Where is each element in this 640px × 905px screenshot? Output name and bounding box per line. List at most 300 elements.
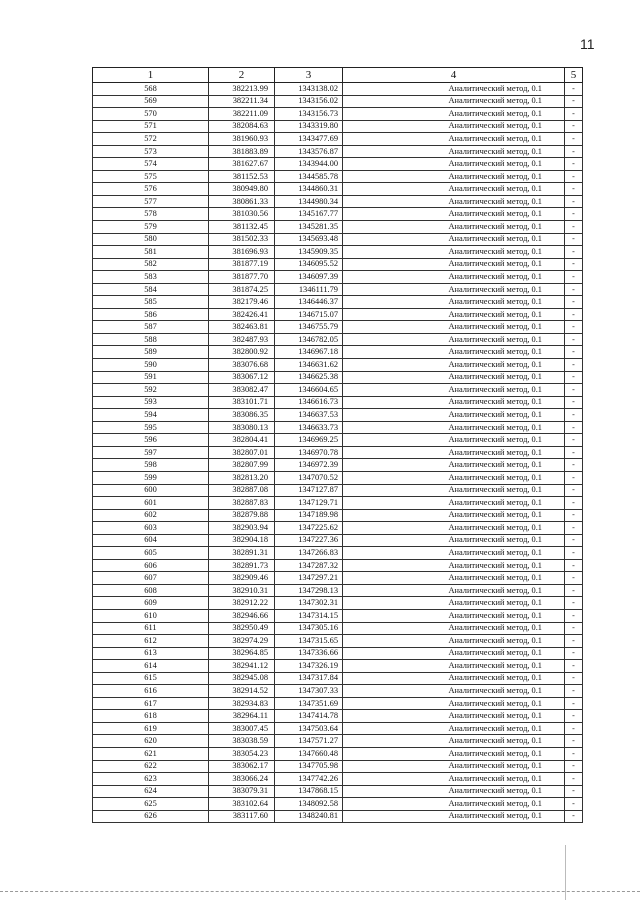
cell-x-coordinate: 381883.89 (209, 145, 275, 158)
cell-y-coordinate: 1347070.52 (275, 471, 343, 484)
cell-point-number: 588 (93, 333, 209, 346)
cell-description: - (565, 672, 583, 685)
cell-description: - (565, 697, 583, 710)
cell-description: - (565, 258, 583, 271)
cell-y-coordinate: 1347326.19 (275, 660, 343, 673)
cell-x-coordinate: 383082.47 (209, 384, 275, 397)
cell-method: Аналитический метод, 0.1 (343, 559, 565, 572)
cell-description: - (565, 208, 583, 221)
table-row (93, 446, 583, 459)
scan-bottom-edge (0, 891, 640, 892)
cell-description: - (565, 145, 583, 158)
cell-x-coordinate: 383086.35 (209, 409, 275, 422)
table-row (93, 484, 583, 497)
cell-y-coordinate: 1346631.62 (275, 359, 343, 372)
cell-point-number: 592 (93, 384, 209, 397)
cell-point-number: 583 (93, 271, 209, 284)
cell-y-coordinate: 1345167.77 (275, 208, 343, 221)
cell-x-coordinate: 382964.85 (209, 647, 275, 660)
table-row (93, 710, 583, 723)
cell-description: - (565, 108, 583, 121)
cell-description: - (565, 609, 583, 622)
cell-x-coordinate: 382463.81 (209, 321, 275, 334)
cell-x-coordinate: 382887.08 (209, 484, 275, 497)
cell-x-coordinate: 381960.93 (209, 133, 275, 146)
cell-point-number: 614 (93, 660, 209, 673)
cell-method: Аналитический метод, 0.1 (343, 359, 565, 372)
cell-method: Аналитический метод, 0.1 (343, 83, 565, 96)
table-row (93, 572, 583, 585)
table-row (93, 722, 583, 735)
cell-method: Аналитический метод, 0.1 (343, 221, 565, 234)
cell-x-coordinate: 380949.80 (209, 183, 275, 196)
cell-method: Аналитический метод, 0.1 (343, 747, 565, 760)
cell-method: Аналитический метод, 0.1 (343, 308, 565, 321)
cell-point-number: 578 (93, 208, 209, 221)
cell-description: - (565, 434, 583, 447)
cell-method: Аналитический метод, 0.1 (343, 283, 565, 296)
column-header-y-coordinate: 3 (275, 68, 343, 83)
coordinates-table (92, 67, 583, 823)
cell-method: Аналитический метод, 0.1 (343, 296, 565, 309)
cell-y-coordinate: 1345909.35 (275, 246, 343, 259)
cell-y-coordinate: 1346097.39 (275, 271, 343, 284)
cell-description: - (565, 785, 583, 798)
cell-description: - (565, 233, 583, 246)
cell-point-number: 602 (93, 509, 209, 522)
table-row (93, 672, 583, 685)
column-header-method: 4 (343, 68, 565, 83)
cell-x-coordinate: 383117.60 (209, 810, 275, 823)
cell-description: - (565, 622, 583, 635)
cell-x-coordinate: 382426.41 (209, 308, 275, 321)
cell-x-coordinate: 382903.94 (209, 522, 275, 535)
cell-x-coordinate: 382934.83 (209, 697, 275, 710)
table-row (93, 421, 583, 434)
cell-method: Аналитический метод, 0.1 (343, 195, 565, 208)
cell-x-coordinate: 380861.33 (209, 195, 275, 208)
cell-y-coordinate: 1343156.02 (275, 95, 343, 108)
cell-description: - (565, 333, 583, 346)
cell-method: Аналитический метод, 0.1 (343, 672, 565, 685)
cell-description: - (565, 221, 583, 234)
cell-point-number: 586 (93, 308, 209, 321)
cell-x-coordinate: 382887.83 (209, 497, 275, 510)
cell-y-coordinate: 1343156.73 (275, 108, 343, 121)
cell-description: - (565, 170, 583, 183)
cell-y-coordinate: 1345693.48 (275, 233, 343, 246)
cell-y-coordinate: 1344980.34 (275, 195, 343, 208)
cell-description: - (565, 534, 583, 547)
cell-method: Аналитический метод, 0.1 (343, 810, 565, 823)
cell-x-coordinate: 382813.20 (209, 471, 275, 484)
cell-y-coordinate: 1345281.35 (275, 221, 343, 234)
cell-x-coordinate: 381502.33 (209, 233, 275, 246)
cell-point-number: 600 (93, 484, 209, 497)
table-row (93, 547, 583, 560)
table-row (93, 534, 583, 547)
cell-method: Аналитический метод, 0.1 (343, 722, 565, 735)
cell-method: Аналитический метод, 0.1 (343, 133, 565, 146)
cell-method: Аналитический метод, 0.1 (343, 697, 565, 710)
cell-method: Аналитический метод, 0.1 (343, 246, 565, 259)
cell-description: - (565, 296, 583, 309)
cell-x-coordinate: 383102.64 (209, 798, 275, 811)
cell-description: - (565, 195, 583, 208)
table-row (93, 798, 583, 811)
cell-x-coordinate: 382211.34 (209, 95, 275, 108)
cell-description: - (565, 685, 583, 698)
cell-method: Аналитический метод, 0.1 (343, 158, 565, 171)
cell-x-coordinate: 383079.31 (209, 785, 275, 798)
cell-method: Аналитический метод, 0.1 (343, 396, 565, 409)
cell-y-coordinate: 1347305.16 (275, 622, 343, 635)
cell-method: Аналитический метод, 0.1 (343, 384, 565, 397)
cell-description: - (565, 572, 583, 585)
cell-y-coordinate: 1347129.71 (275, 497, 343, 510)
cell-y-coordinate: 1343319.80 (275, 120, 343, 133)
cell-point-number: 590 (93, 359, 209, 372)
cell-point-number: 609 (93, 597, 209, 610)
cell-point-number: 574 (93, 158, 209, 171)
table-row (93, 271, 583, 284)
cell-x-coordinate: 381877.70 (209, 271, 275, 284)
cell-x-coordinate: 381152.53 (209, 170, 275, 183)
cell-x-coordinate: 381627.67 (209, 158, 275, 171)
table-row (93, 522, 583, 535)
table-row (93, 308, 583, 321)
cell-method: Аналитический метод, 0.1 (343, 785, 565, 798)
cell-x-coordinate: 382910.31 (209, 584, 275, 597)
cell-y-coordinate: 1347868.15 (275, 785, 343, 798)
cell-y-coordinate: 1343576.87 (275, 145, 343, 158)
cell-method: Аналитический метод, 0.1 (343, 421, 565, 434)
cell-x-coordinate: 383007.45 (209, 722, 275, 735)
cell-method: Аналитический метод, 0.1 (343, 572, 565, 585)
cell-y-coordinate: 1344860.31 (275, 183, 343, 196)
cell-point-number: 622 (93, 760, 209, 773)
cell-point-number: 587 (93, 321, 209, 334)
table-row (93, 258, 583, 271)
cell-point-number: 596 (93, 434, 209, 447)
cell-point-number: 593 (93, 396, 209, 409)
cell-y-coordinate: 1346972.39 (275, 459, 343, 472)
table-row (93, 371, 583, 384)
cell-x-coordinate: 382904.18 (209, 534, 275, 547)
cell-point-number: 612 (93, 635, 209, 648)
cell-x-coordinate: 382912.22 (209, 597, 275, 610)
table-row (93, 660, 583, 673)
table-row (93, 785, 583, 798)
table-body (93, 83, 583, 823)
cell-point-number: 570 (93, 108, 209, 121)
cell-y-coordinate: 1347227.36 (275, 534, 343, 547)
table-row (93, 685, 583, 698)
cell-y-coordinate: 1347317.84 (275, 672, 343, 685)
cell-y-coordinate: 1347298.13 (275, 584, 343, 597)
table-row (93, 735, 583, 748)
cell-method: Аналитический метод, 0.1 (343, 609, 565, 622)
table-row (93, 120, 583, 133)
cell-y-coordinate: 1346967.18 (275, 346, 343, 359)
cell-description: - (565, 798, 583, 811)
cell-method: Аналитический метод, 0.1 (343, 773, 565, 786)
cell-method: Аналитический метод, 0.1 (343, 95, 565, 108)
cell-description: - (565, 722, 583, 735)
cell-method: Аналитический метод, 0.1 (343, 584, 565, 597)
cell-description: - (565, 559, 583, 572)
cell-description: - (565, 471, 583, 484)
cell-y-coordinate: 1347127.87 (275, 484, 343, 497)
cell-point-number: 589 (93, 346, 209, 359)
cell-x-coordinate: 382800.92 (209, 346, 275, 359)
cell-y-coordinate: 1347307.33 (275, 685, 343, 698)
cell-description: - (565, 597, 583, 610)
cell-method: Аналитический метод, 0.1 (343, 660, 565, 673)
cell-description: - (565, 183, 583, 196)
cell-y-coordinate: 1348092.58 (275, 798, 343, 811)
table-row (93, 509, 583, 522)
cell-method: Аналитический метод, 0.1 (343, 321, 565, 334)
cell-x-coordinate: 382487.93 (209, 333, 275, 346)
cell-description: - (565, 371, 583, 384)
cell-y-coordinate: 1347225.62 (275, 522, 343, 535)
cell-y-coordinate: 1347742.26 (275, 773, 343, 786)
cell-x-coordinate: 381132.45 (209, 221, 275, 234)
cell-y-coordinate: 1346616.73 (275, 396, 343, 409)
cell-y-coordinate: 1347414.78 (275, 710, 343, 723)
cell-method: Аналитический метод, 0.1 (343, 798, 565, 811)
cell-y-coordinate: 1346625.38 (275, 371, 343, 384)
cell-x-coordinate: 383067.12 (209, 371, 275, 384)
table-row (93, 597, 583, 610)
cell-method: Аналитический метод, 0.1 (343, 534, 565, 547)
cell-y-coordinate: 1346715.07 (275, 308, 343, 321)
cell-x-coordinate: 382213.99 (209, 83, 275, 96)
cell-description: - (565, 271, 583, 284)
cell-method: Аналитический метод, 0.1 (343, 233, 565, 246)
cell-x-coordinate: 383076.68 (209, 359, 275, 372)
cell-method: Аналитический метод, 0.1 (343, 333, 565, 346)
cell-x-coordinate: 382807.01 (209, 446, 275, 459)
cell-method: Аналитический метод, 0.1 (343, 547, 565, 560)
cell-description: - (565, 95, 583, 108)
cell-y-coordinate: 1343944.00 (275, 158, 343, 171)
cell-description: - (565, 446, 583, 459)
cell-point-number: 595 (93, 421, 209, 434)
cell-x-coordinate: 382909.46 (209, 572, 275, 585)
cell-method: Аналитический метод, 0.1 (343, 710, 565, 723)
cell-point-number: 613 (93, 647, 209, 660)
table-row (93, 434, 583, 447)
cell-description: - (565, 120, 583, 133)
cell-y-coordinate: 1343138.02 (275, 83, 343, 96)
cell-point-number: 571 (93, 120, 209, 133)
cell-point-number: 577 (93, 195, 209, 208)
table-row (93, 221, 583, 234)
cell-description: - (565, 421, 583, 434)
cell-point-number: 611 (93, 622, 209, 635)
cell-x-coordinate: 381030.56 (209, 208, 275, 221)
column-header-point-number: 1 (93, 68, 209, 83)
cell-x-coordinate: 383062.17 (209, 760, 275, 773)
cell-x-coordinate: 382807.99 (209, 459, 275, 472)
cell-description: - (565, 283, 583, 296)
cell-x-coordinate: 382804.41 (209, 434, 275, 447)
table-row (93, 170, 583, 183)
cell-point-number: 621 (93, 747, 209, 760)
cell-point-number: 597 (93, 446, 209, 459)
cell-y-coordinate: 1347287.32 (275, 559, 343, 572)
cell-description: - (565, 158, 583, 171)
cell-point-number: 582 (93, 258, 209, 271)
cell-description: - (565, 660, 583, 673)
column-header-x-coordinate: 2 (209, 68, 275, 83)
cell-x-coordinate: 382945.08 (209, 672, 275, 685)
cell-method: Аналитический метод, 0.1 (343, 258, 565, 271)
table-row (93, 647, 583, 660)
cell-point-number: 598 (93, 459, 209, 472)
table-row (93, 409, 583, 422)
table-row (93, 584, 583, 597)
cell-point-number: 615 (93, 672, 209, 685)
cell-description: - (565, 484, 583, 497)
cell-point-number: 625 (93, 798, 209, 811)
table-row (93, 283, 583, 296)
cell-y-coordinate: 1346970.78 (275, 446, 343, 459)
cell-x-coordinate: 383080.13 (209, 421, 275, 434)
cell-point-number: 568 (93, 83, 209, 96)
cell-method: Аналитический метод, 0.1 (343, 635, 565, 648)
cell-description: - (565, 409, 583, 422)
cell-y-coordinate: 1346782.05 (275, 333, 343, 346)
table-row (93, 108, 583, 121)
cell-y-coordinate: 1346637.53 (275, 409, 343, 422)
cell-description: - (565, 321, 583, 334)
cell-method: Аналитический метод, 0.1 (343, 434, 565, 447)
cell-method: Аналитический метод, 0.1 (343, 685, 565, 698)
cell-point-number: 608 (93, 584, 209, 597)
cell-y-coordinate: 1346446.37 (275, 296, 343, 309)
table-row (93, 396, 583, 409)
cell-y-coordinate: 1346095.52 (275, 258, 343, 271)
table-row (93, 635, 583, 648)
cell-x-coordinate: 381874.25 (209, 283, 275, 296)
cell-method: Аналитический метод, 0.1 (343, 647, 565, 660)
cell-description: - (565, 246, 583, 259)
cell-y-coordinate: 1346604.65 (275, 384, 343, 397)
table-row (93, 145, 583, 158)
cell-y-coordinate: 1347302.31 (275, 597, 343, 610)
cell-description: - (565, 359, 583, 372)
table-row (93, 133, 583, 146)
cell-description: - (565, 396, 583, 409)
cell-x-coordinate: 382084.63 (209, 120, 275, 133)
cell-point-number: 618 (93, 710, 209, 723)
cell-point-number: 623 (93, 773, 209, 786)
cell-y-coordinate: 1347297.21 (275, 572, 343, 585)
cell-method: Аналитический метод, 0.1 (343, 145, 565, 158)
cell-y-coordinate: 1346755.79 (275, 321, 343, 334)
cell-description: - (565, 497, 583, 510)
cell-point-number: 619 (93, 722, 209, 735)
cell-description: - (565, 547, 583, 560)
cell-y-coordinate: 1347315.65 (275, 635, 343, 648)
cell-description: - (565, 384, 583, 397)
cell-y-coordinate: 1347571.27 (275, 735, 343, 748)
cell-method: Аналитический метод, 0.1 (343, 622, 565, 635)
cell-point-number: 580 (93, 233, 209, 246)
cell-x-coordinate: 383066.24 (209, 773, 275, 786)
cell-x-coordinate: 382941.12 (209, 660, 275, 673)
cell-method: Аналитический метод, 0.1 (343, 208, 565, 221)
cell-method: Аналитический метод, 0.1 (343, 760, 565, 773)
cell-point-number: 569 (93, 95, 209, 108)
cell-point-number: 620 (93, 735, 209, 748)
table-row (93, 497, 583, 510)
cell-y-coordinate: 1347336.66 (275, 647, 343, 660)
column-header-description: 5 (565, 68, 583, 83)
table-row (93, 747, 583, 760)
table-row (93, 95, 583, 108)
cell-method: Аналитический метод, 0.1 (343, 183, 565, 196)
cell-x-coordinate: 382950.49 (209, 622, 275, 635)
cell-x-coordinate: 382879.88 (209, 509, 275, 522)
cell-point-number: 617 (93, 697, 209, 710)
cell-method: Аналитический метод, 0.1 (343, 170, 565, 183)
cell-description: - (565, 760, 583, 773)
cell-y-coordinate: 1347705.98 (275, 760, 343, 773)
cell-description: - (565, 735, 583, 748)
cell-description: - (565, 509, 583, 522)
cell-description: - (565, 133, 583, 146)
cell-point-number: 599 (93, 471, 209, 484)
cell-point-number: 591 (93, 371, 209, 384)
cell-method: Аналитический метод, 0.1 (343, 371, 565, 384)
table-row (93, 296, 583, 309)
cell-method: Аналитический метод, 0.1 (343, 459, 565, 472)
cell-point-number: 584 (93, 283, 209, 296)
cell-method: Аналитический метод, 0.1 (343, 120, 565, 133)
cell-x-coordinate: 382964.11 (209, 710, 275, 723)
cell-point-number: 575 (93, 170, 209, 183)
cell-y-coordinate: 1347189.98 (275, 509, 343, 522)
cell-method: Аналитический метод, 0.1 (343, 497, 565, 510)
table-row (93, 622, 583, 635)
cell-x-coordinate: 382891.31 (209, 547, 275, 560)
table-row (93, 697, 583, 710)
cell-y-coordinate: 1346111.79 (275, 283, 343, 296)
cell-y-coordinate: 1343477.69 (275, 133, 343, 146)
cell-method: Аналитический метод, 0.1 (343, 409, 565, 422)
cell-x-coordinate: 383101.71 (209, 396, 275, 409)
table-row (93, 559, 583, 572)
cell-y-coordinate: 1348240.81 (275, 810, 343, 823)
cell-method: Аналитический метод, 0.1 (343, 597, 565, 610)
table-row (93, 609, 583, 622)
cell-point-number: 616 (93, 685, 209, 698)
cell-y-coordinate: 1346633.73 (275, 421, 343, 434)
table-row (93, 773, 583, 786)
table-row (93, 321, 583, 334)
cell-y-coordinate: 1347351.69 (275, 697, 343, 710)
cell-description: - (565, 647, 583, 660)
table-row (93, 471, 583, 484)
cell-point-number: 607 (93, 572, 209, 585)
table-row (93, 158, 583, 171)
cell-x-coordinate: 382914.52 (209, 685, 275, 698)
cell-description: - (565, 635, 583, 648)
